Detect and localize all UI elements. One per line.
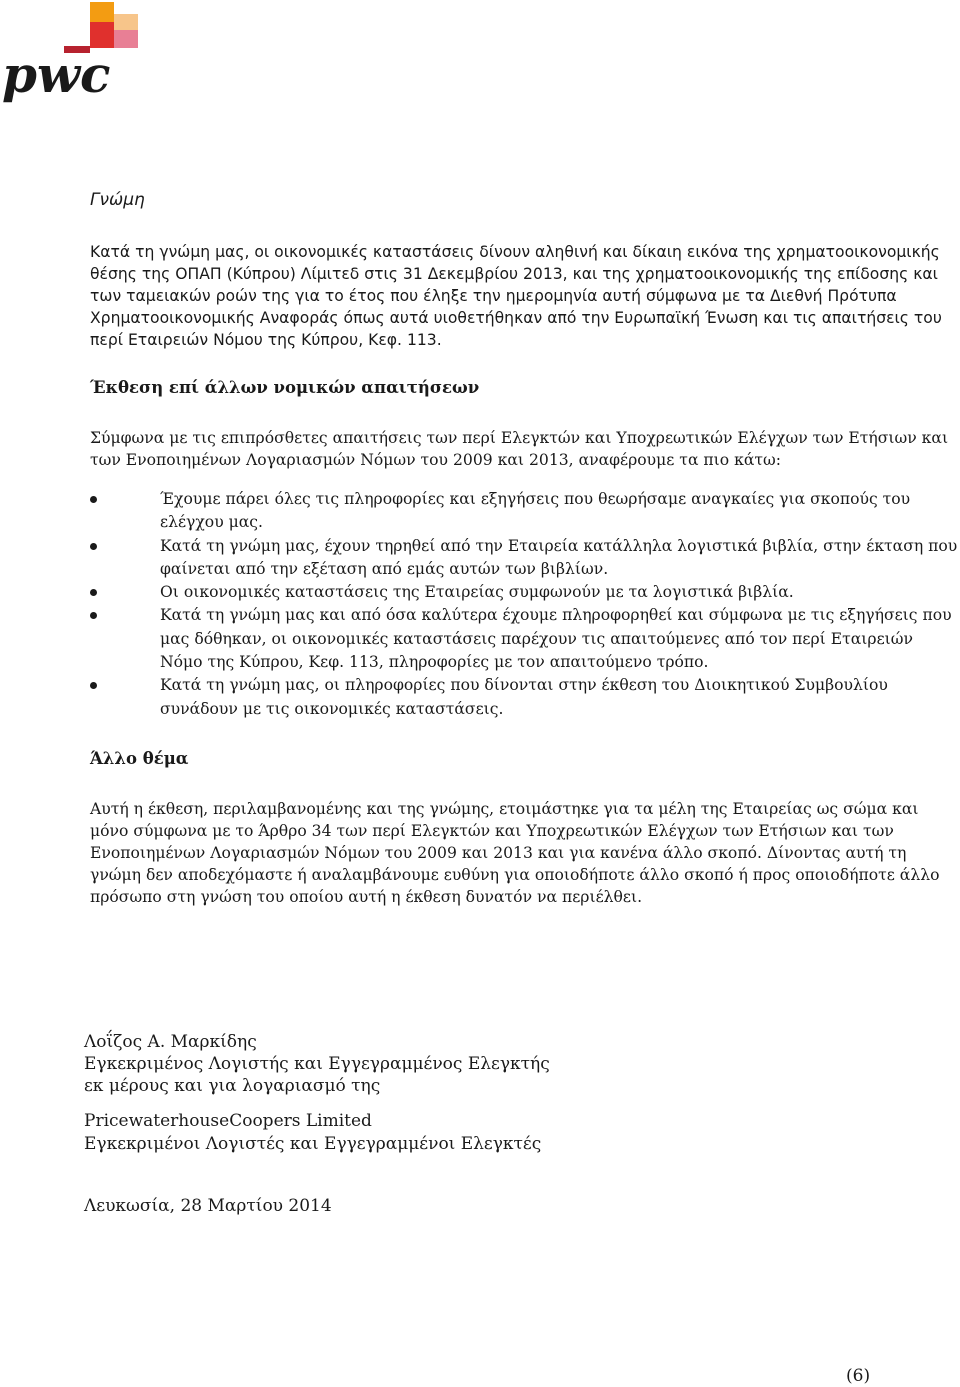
legal-report-intro: Σύμφωνα με τις επιπρόσθετες απαιτήσεις των περί Ελεγκτών και Υποχρεωτικών Ελέγχων των Ετήσιων και των Ενοποιημένων Λογαριασμών Νόμων του 2009 και 2013, αναφέρουμε τα πιο κάτω: [90, 429, 949, 469]
list-item [90, 581, 960, 604]
page-number: (6) [846, 1366, 871, 1386]
bullet-icon [90, 543, 97, 550]
legal-report-bullets [90, 488, 960, 721]
bullet-text: Κατά τη γνώμη μας και από όσα καλύτερα έχουμε πληροφορηθεί και σύμφωνα με τις εξηγήσεις που μας δόθηκαν, οι οικονομικές καταστάσεις παρέχουν τις απαιτούμενες από τον περί Εταιρειών Νόμο της Κύπρου, Κεφ. 113, πληροφορίες με τον απαιτούμενο τρόπο. [160, 606, 952, 672]
bullet-text: Οι οικονομικές καταστάσεις της Εταιρείας συμφωνούν με τα λογιστικά βιβλία. [160, 583, 794, 602]
bullet-icon [90, 682, 97, 689]
bullet-icon [90, 496, 97, 503]
bullet-text: Κατά τη γνώμη μας, οι πληροφορίες που δίνονται στην έκθεση του Διοικητικού Συμβουλίου συνάδουν με τις οικονομικές καταστάσεις. [160, 676, 888, 718]
firm-name: PricewaterhouseCoopers Limited [84, 1111, 372, 1131]
signatory-name: Λοΐζος Α. Μαρκίδης [84, 1032, 257, 1052]
signatory-on-behalf: εκ μέρους και για λογαριασμό της [84, 1076, 381, 1096]
firm-title: Εγκεκριμένοι Λογιστές και Εγγεγραμμένοι Ελεγκτές [84, 1134, 542, 1154]
logo-block-pink [114, 30, 138, 48]
opinion-heading: Γνώμη [90, 190, 145, 210]
other-matter-heading: Άλλο θέμα [90, 749, 189, 768]
pwc-logo [0, 0, 150, 112]
list-item [90, 674, 960, 721]
other-matter-paragraph: Αυτή η έκθεση, περιλαμβανομένης και της γνώμης, ετοιμάστηκε για τα μέλη της Εταιρείας ως σώμα και μόνο σύμφωνα με το Άρθρο 34 των περί Ελεγκτών και Υποχρεωτικών Ελέγχων των Ετήσιων και των Ενοποιημένων Λογαριασμών Νόμων του 2009 και 2013 και για κανένα άλλο σκοπό. Δίνοντας αυτή τη γνώμη δεν αποδεχόμαστε ή αναλαμβάνουμε ευθύνη για οποιοδήποτε άλλο σκοπό ή προς οποιοδήποτε άλλο πρόσωπο στη γνώση του οποίου αυτή η έκθεση δυνατόν να περιέλθει. [90, 800, 940, 906]
pwc-logo-graphic [0, 0, 150, 112]
list-item [90, 604, 960, 674]
list-item [90, 535, 960, 582]
opinion-paragraph: Κατά τη γνώμη μας, οι οικονομικές καταστάσεις δίνουν αληθινή και δίκαιη εικόνα της χρηματοοικονομικής θέσης της ΟΠΑΠ (Κύπρου) Λίμιτεδ στις 31 Δεκεμβρίου 2013, και της χρηματοοικονομικής της επίδοσης και των ταμειακών ροών της για το έτος που έληξε την ημερομηνία αυτή σύμφωνα με τα Διεθνή Πρότυπα Χρηματοοικονομικής Αναφοράς όπως αυτά υιοθετήθηκαν από την Ευρωπαϊκή Ένωση και τις απαιτήσεις του περί Εταιρειών Νόμου της Κύπρου, Κεφ. 113. [90, 243, 942, 349]
legal-report-heading: Έκθεση επί άλλων νομικών απαιτήσεων [90, 378, 480, 397]
bullet-icon [90, 612, 97, 619]
list-item [90, 488, 960, 535]
bullet-text: Κατά τη γνώμη μας, έχουν τηρηθεί από την Εταιρεία κατάλληλα λογιστικά βιβλία, στην έκταση που φαίνεται από την εξέταση από εμάς αυτών των βιβλίων. [160, 536, 958, 578]
logo-wordmark: pwc [2, 45, 111, 104]
bullet-text: Έχουμε πάρει όλες τις πληροφορίες και εξηγήσεις που θεωρήσαμε αναγκαίες για σκοπούς του ελέγχου μας. [160, 490, 911, 532]
bullet-icon [90, 589, 97, 596]
signatory-title: Εγκεκριμένος Λογιστής και Εγγεγραμμένος Ελεγκτής [84, 1054, 550, 1074]
place-date: Λευκωσία, 28 Μαρτίου 2014 [84, 1196, 332, 1216]
